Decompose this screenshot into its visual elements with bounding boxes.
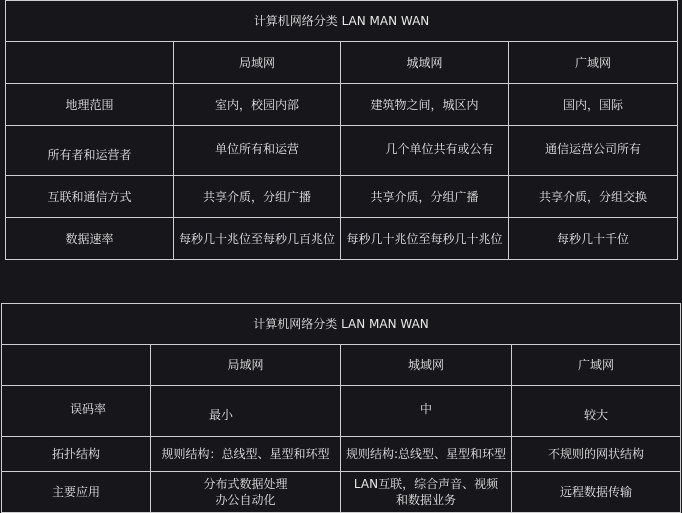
cell-man-topology: 规则结构:总线型、星型和环型 (341, 437, 512, 472)
table-row (6, 84, 678, 126)
cell-man-main-application (341, 472, 512, 513)
table-row (2, 386, 681, 437)
header-corner-cell (2, 345, 151, 386)
cell-lan-topology: 规则结构：总线型、星型和环型 (151, 437, 341, 472)
cell-man-owner-operator: 几个单位共有或公有 (341, 126, 509, 176)
cell-wan-topology: 不规则的网状结构 (512, 437, 681, 472)
table-title: 计算机网络分类 LAN MAN WAN (6, 1, 678, 42)
row-label-topology: 拓扑结构 (2, 437, 151, 472)
cell-lan-data-rate: 每秒几十兆位至每秒几百兆位 (174, 218, 341, 260)
table-row (2, 472, 681, 513)
cell-wan-interconnect-method: 共享介质，分组交换 (509, 176, 678, 218)
cell-lan-owner-operator: 单位所有和运营 (174, 126, 341, 176)
cell-man-data-rate: 每秒几十兆位至每秒几十兆位 (341, 218, 509, 260)
header-lan: 局域网 (151, 345, 341, 386)
cell-man-interconnect-method: 共享介质，分组广播 (341, 176, 509, 218)
row-label-interconnect-method: 互联和通信方式 (6, 176, 174, 218)
header-lan: 局域网 (174, 42, 341, 84)
row-label-error-rate: 误码率 (2, 386, 151, 437)
row-label-owner-operator: 所有者和运营者 (6, 126, 174, 176)
header-man: 城域网 (341, 42, 509, 84)
table-row (6, 176, 678, 218)
network-classification-table-2 (1, 303, 681, 513)
cell-man-geographic-scope: 建筑物之间，城区内 (341, 84, 509, 126)
cell-wan-geographic-scope: 国内，国际 (509, 84, 678, 126)
cell-line: 办公自动化 (215, 493, 276, 507)
table-row (2, 437, 681, 472)
cell-line: 和数据业务 (395, 493, 456, 507)
table-row (6, 126, 678, 176)
header-wan: 广域网 (512, 345, 681, 386)
cell-wan-error-rate: 较大 (512, 386, 681, 437)
table-title: 计算机网络分类 LAN MAN WAN (2, 304, 681, 345)
cell-line: 分布式数据处理 (203, 477, 288, 491)
cell-wan-data-rate: 每秒几十千位 (509, 218, 678, 260)
cell-man-error-rate: 中 (341, 386, 512, 437)
cell-line: LAN互联，综合声音、视频 (353, 477, 499, 491)
cell-lan-geographic-scope: 室内，校园内部 (174, 84, 341, 126)
header-wan: 广域网 (509, 42, 678, 84)
row-label-data-rate: 数据速率 (6, 218, 174, 260)
cell-lan-error-rate: 最小 (151, 386, 341, 437)
network-classification-table-1 (5, 0, 678, 260)
header-man: 城域网 (341, 345, 512, 386)
cell-lan-interconnect-method: 共享介质，分组广播 (174, 176, 341, 218)
cell-wan-owner-operator: 通信运营公司所有 (509, 126, 678, 176)
table-row (6, 218, 678, 260)
row-label-main-application: 主要应用 (2, 472, 151, 513)
cell-lan-main-application (151, 472, 341, 513)
header-corner-cell (6, 42, 174, 84)
cell-wan-main-application: 远程数据传输 (512, 472, 681, 513)
row-label-geographic-scope: 地理范围 (6, 84, 174, 126)
